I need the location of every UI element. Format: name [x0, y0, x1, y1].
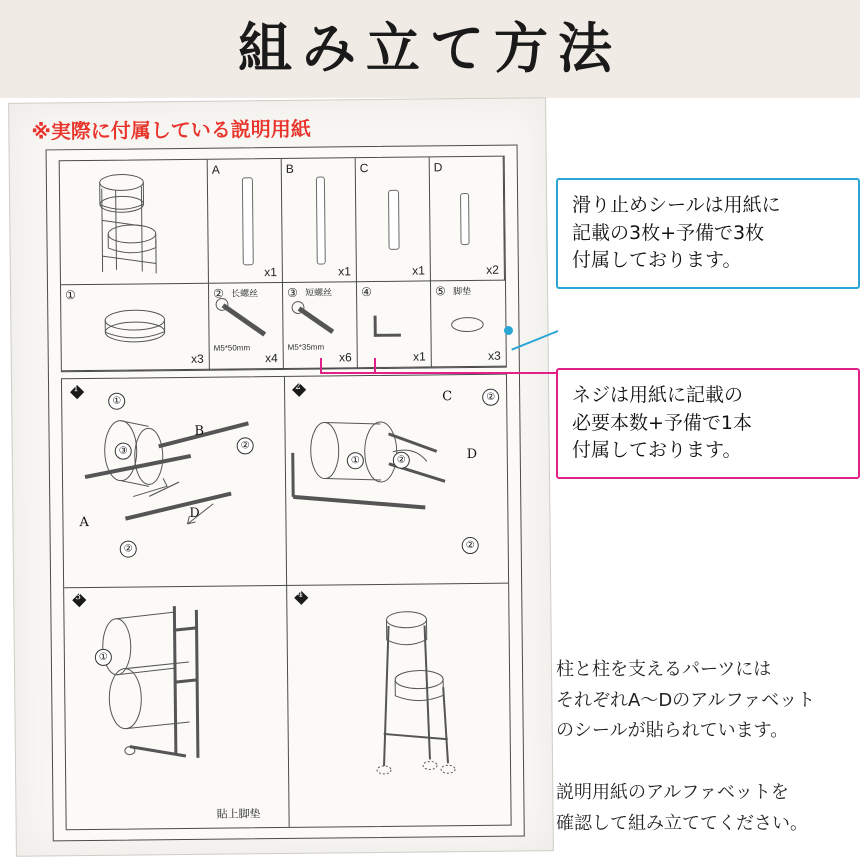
part-cell-C	[356, 157, 431, 282]
part-cell-4	[357, 281, 432, 368]
note-1-line-2: それぞれA～Dのアルファベット	[556, 689, 816, 711]
note-2-line-1: 説明用紙のアルファベットを	[556, 782, 789, 803]
part-qty-B: x1	[338, 264, 351, 279]
step1-callout-3: ③	[115, 443, 132, 460]
part-qty-4: x1	[412, 349, 426, 364]
step1-callout-2b: ②	[120, 541, 137, 558]
rod-shape-B	[316, 177, 326, 265]
part-cell-D	[430, 157, 505, 282]
seal-callout-line-1: 滑り止めシールは用紙に	[572, 194, 781, 216]
part-label-1: ①	[65, 288, 76, 303]
product-illustration	[60, 160, 208, 285]
part-qty-1: x3	[190, 351, 204, 366]
part-label-A: A	[211, 162, 220, 177]
step1-callout-2a: ②	[237, 437, 254, 454]
step4-illustration	[286, 583, 511, 827]
rod-shape-C	[388, 190, 400, 250]
part-qty-5: x3	[487, 348, 501, 363]
part-name-3: 短螺丝	[305, 287, 333, 298]
part-cell-1	[61, 284, 210, 372]
step1-label-B: B	[194, 423, 205, 439]
part-label-D: D	[433, 160, 443, 175]
step-number-1: 1	[73, 384, 79, 395]
part-label-B: B	[285, 161, 294, 176]
step2-callout-2b: ②	[393, 452, 410, 469]
step-number-3: 3	[75, 592, 82, 603]
rod-shape-D	[460, 193, 470, 245]
step3-callout-1: ①	[95, 649, 112, 666]
part-label-2: ②	[213, 286, 224, 301]
part-label-C: C	[359, 161, 369, 176]
step4-footnote: 貼上脚垫	[216, 808, 261, 821]
instruction-sheet	[46, 145, 525, 842]
step2-illustration	[284, 375, 508, 585]
note-1-line-3: のシールが貼られています。	[556, 720, 789, 742]
step3-illustration	[64, 585, 289, 829]
step2-label-D: D	[466, 446, 478, 463]
screw-callout-line-3: 付属しております。	[572, 439, 742, 462]
step-number-2: 2	[295, 381, 301, 392]
seal-callout-line-3: 付属しております。	[572, 249, 742, 272]
product-illustration-cell	[60, 160, 209, 286]
rod-shape-A	[242, 177, 254, 265]
ring-icon	[61, 284, 209, 371]
part-label-3: ③	[286, 285, 298, 300]
sheet-note: ※実際に付属している説明用紙	[31, 116, 311, 144]
page-title: 組み立て方法	[238, 16, 622, 80]
note-1-line-1: 柱と柱を支えるパーツには	[556, 659, 772, 680]
part-cell-3	[283, 282, 358, 369]
step2-callout-2a: ②	[482, 389, 499, 406]
step1-illustration	[62, 377, 286, 587]
step1-label-A: A	[79, 515, 89, 531]
step1-callout-1: ①	[108, 393, 125, 410]
part-spec-2: M5*50mm	[213, 343, 251, 353]
seal-callout-anchor	[504, 326, 513, 335]
step2-label-C: C	[442, 389, 453, 405]
part-spec-3: M5*35mm	[287, 342, 325, 352]
step2-callout-1: ①	[347, 452, 364, 469]
part-qty-2: x4	[264, 351, 278, 366]
note-2-line-2: 確認して組み立ててください。	[556, 812, 808, 834]
seal-callout-line-2: 記載の3枚+予備で3枚	[572, 221, 765, 244]
step1-label-D: D	[189, 505, 200, 521]
screw-callout-line-2: 必要本数+予備で1本	[572, 411, 753, 434]
instruction-sheet-photo	[8, 97, 554, 857]
part-cell-A	[208, 159, 283, 284]
part-label-4: ④	[360, 285, 372, 300]
steps-panel	[61, 374, 512, 831]
part-qty-3: x6	[338, 350, 352, 365]
screw-callout-line-1: ネジは用紙に記載の	[572, 384, 744, 406]
screw-callout-leader-h	[320, 372, 558, 374]
screw-callout-leader-v1	[320, 358, 322, 374]
part-cell-2	[209, 283, 284, 370]
step2-callout-2c: ②	[462, 537, 479, 554]
note-block-2	[556, 778, 808, 839]
screw-callout	[556, 368, 860, 479]
part-name-2: 长螺丝	[231, 288, 259, 299]
note-block-1	[556, 655, 815, 747]
part-qty-D: x2	[486, 262, 499, 277]
step-number-4: 4	[297, 589, 304, 600]
part-qty-C: x1	[412, 263, 425, 278]
part-name-5: 脚垫	[453, 285, 472, 297]
screw-callout-leader-v2	[374, 358, 376, 374]
part-label-5: ⑤	[434, 284, 446, 299]
part-cell-B	[282, 158, 357, 283]
parts-table	[59, 156, 507, 373]
part-qty-A: x1	[264, 265, 277, 280]
seal-callout	[556, 178, 860, 289]
part-cell-5	[431, 281, 506, 368]
